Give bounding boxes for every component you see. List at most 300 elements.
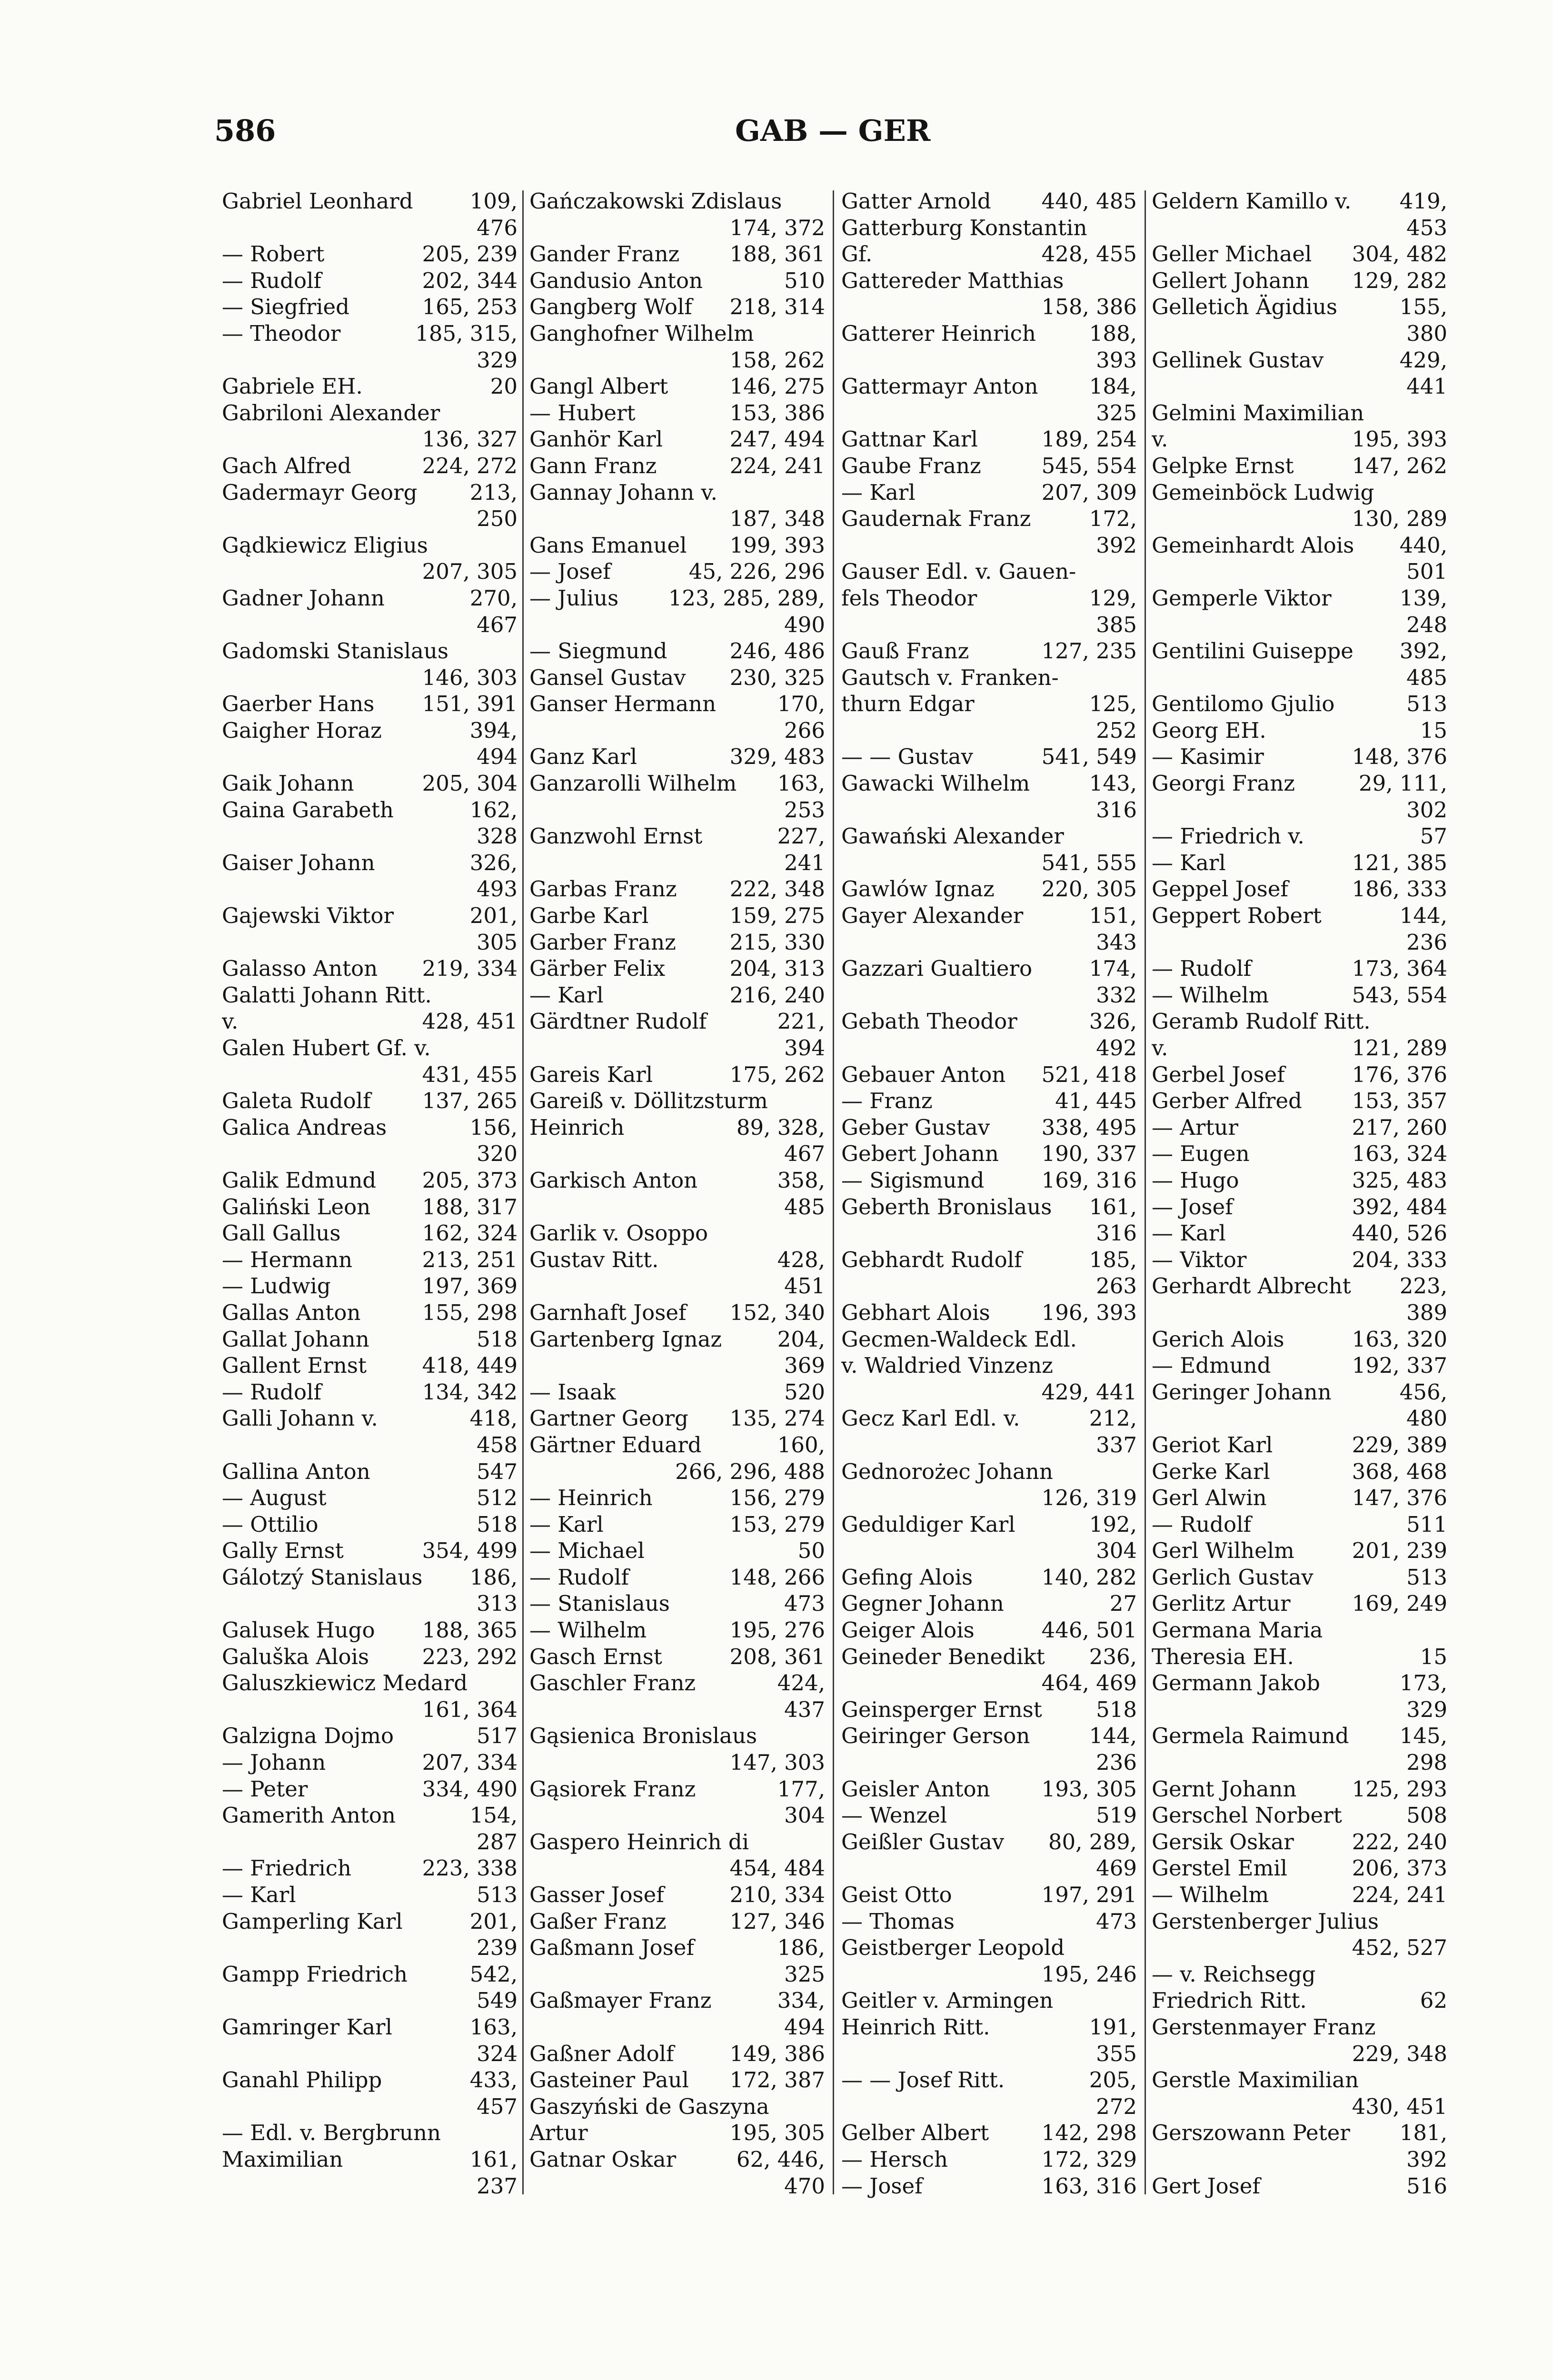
index-line: [222, 1855, 518, 1882]
entry-pages: 520: [784, 1379, 825, 1405]
entry-pages: 144,: [1399, 903, 1447, 929]
entry-pages: 142, 298: [1041, 2120, 1137, 2146]
entry-pages: 266: [784, 717, 825, 743]
entry-pages: 324: [477, 2041, 518, 2066]
index-line: [529, 850, 825, 876]
index-line: [222, 506, 518, 532]
entry-pages: 464, 469: [1041, 1670, 1137, 1696]
entry-name: Gebauer Anton: [841, 1061, 1006, 1087]
entry-name: Gall Gallus: [222, 1220, 341, 1246]
entry-pages: 188, 365: [422, 1617, 518, 1643]
column-rule: [1145, 190, 1146, 2194]
entry-name: Gartner Georg: [529, 1406, 688, 1431]
entry-name: Gandusio Anton: [529, 268, 703, 293]
entry-pages: 162, 324: [422, 1220, 518, 1246]
index-line: [222, 876, 518, 902]
index-line: [222, 294, 518, 320]
entry-pages: 476: [477, 215, 518, 240]
entry-pages: 140, 282: [1041, 1564, 1137, 1590]
entry-pages: 510: [784, 268, 825, 293]
entry-name: Gabriel Leonhard: [222, 188, 413, 214]
index-line: [841, 426, 1137, 453]
index-line: [1152, 955, 1447, 982]
index-line: [529, 691, 825, 717]
index-line: [1152, 1061, 1447, 1088]
entry-pages: 354, 499: [422, 1538, 518, 1564]
entry-name: v.: [222, 1009, 239, 1034]
entry-name: Gadner Johann: [222, 585, 385, 611]
index-line: [1152, 1167, 1447, 1194]
entry-pages: 125, 293: [1352, 1776, 1447, 1802]
entry-pages: 186,: [777, 1935, 825, 1961]
entry-pages: 215, 330: [729, 929, 825, 955]
index-line: [1152, 1352, 1447, 1379]
entry-name: — Sigismund: [841, 1167, 985, 1193]
entry-name: Gamperling Karl: [222, 1908, 403, 1934]
entry-name: Ganghofner Wilhelm: [529, 320, 754, 346]
index-line: [841, 1829, 1137, 1855]
index-line: [222, 1829, 518, 1855]
index-line: [529, 1564, 825, 1591]
index-line: [222, 929, 518, 956]
index-line: [222, 612, 518, 638]
entry-name: Garkisch Anton: [529, 1167, 698, 1193]
entry-name: Geineder Benedikt: [841, 1644, 1045, 1669]
index-line: [222, 797, 518, 823]
entry-pages: 338, 495: [1041, 1114, 1137, 1140]
entry-name: — Viktor: [1152, 1247, 1247, 1272]
index-line: [1152, 1961, 1447, 1988]
index-line: [841, 1987, 1137, 2014]
entry-name: Gustav Ritt.: [529, 1247, 659, 1272]
index-line: [841, 902, 1137, 929]
entry-pages: 169, 316: [1041, 1167, 1137, 1193]
entry-name: Gärtner Eduard: [529, 1432, 702, 1458]
index-line: [1152, 717, 1447, 744]
entry-name: — Peter: [222, 1776, 308, 1802]
index-line: [222, 188, 518, 215]
entry-pages: 241: [784, 850, 825, 875]
entry-pages: 62, 446,: [736, 2146, 825, 2172]
entry-pages: 201,: [469, 1908, 518, 1934]
entry-pages: 451: [784, 1273, 825, 1299]
entry-pages: 223, 338: [422, 1855, 518, 1881]
entry-pages: 433,: [469, 2067, 518, 2093]
entry-name: — Karl: [529, 982, 604, 1008]
entry-pages: 147, 262: [1352, 453, 1447, 478]
index-line: [1152, 1934, 1447, 1961]
entry-name: Gądkiewicz Eligius: [222, 532, 428, 558]
index-line: [841, 717, 1137, 744]
entry-pages: 392: [1406, 2146, 1447, 2172]
entry-pages: 236: [1096, 1750, 1137, 1775]
entry-name: Gaerber Hans: [222, 691, 375, 717]
entry-name: — Eugen: [1152, 1141, 1250, 1167]
index-line: [841, 1882, 1137, 1908]
entry-pages: 127, 346: [729, 1908, 825, 1934]
index-column-4: [1152, 188, 1447, 2199]
index-line: [529, 1220, 825, 1247]
entry-pages: 219, 334: [422, 956, 518, 982]
entry-name: Heinrich: [529, 1114, 625, 1140]
entry-pages: 221,: [777, 1009, 825, 1034]
index-line: [529, 479, 825, 506]
entry-pages: 329: [477, 347, 518, 373]
entry-pages: 188, 317: [422, 1194, 518, 1220]
entry-pages: 192,: [1089, 1511, 1137, 1537]
entry-name: Gansel Gustav: [529, 664, 686, 690]
index-line: [529, 1088, 825, 1114]
entry-pages: 494: [784, 2014, 825, 2040]
index-line: [841, 638, 1137, 664]
entry-pages: 123, 285, 289,: [668, 585, 825, 611]
entry-name: Gerszowann Peter: [1152, 2120, 1350, 2146]
index-line: [841, 2173, 1137, 2200]
index-line: [1152, 347, 1447, 374]
index-line: [222, 955, 518, 982]
index-line: [1152, 215, 1447, 241]
entry-pages: 394: [784, 1035, 825, 1061]
index-line: [841, 1723, 1137, 1749]
entry-name: Galica Andreas: [222, 1114, 387, 1140]
index-line: [841, 1644, 1137, 1670]
entry-pages: 521, 418: [1041, 1061, 1137, 1087]
entry-pages: 508: [1406, 1803, 1447, 1828]
index-line: [529, 982, 825, 1009]
index-line: [1152, 929, 1447, 956]
entry-name: — Isaak: [529, 1379, 616, 1405]
entry-pages: 201, 239: [1352, 1538, 1447, 1564]
entry-pages: 146, 275: [729, 374, 825, 399]
index-line: [1152, 876, 1447, 902]
index-line: [529, 585, 825, 612]
index-line: [841, 1405, 1137, 1432]
index-line: [1152, 1220, 1447, 1247]
index-line: [841, 664, 1137, 691]
entry-name: — Ottilio: [222, 1511, 319, 1537]
index-line: [222, 1485, 518, 1511]
entry-name: Gerstel Emil: [1152, 1855, 1287, 1881]
index-line: [222, 1326, 518, 1353]
index-line: [222, 1987, 518, 2014]
entry-pages: 212,: [1089, 1406, 1137, 1431]
entry-name: Gallas Anton: [222, 1299, 361, 1325]
index-line: [1152, 532, 1447, 559]
entry-pages: 205,: [1089, 2067, 1137, 2093]
entry-name: Geberth Bronislaus: [841, 1194, 1052, 1220]
index-line: [1152, 691, 1447, 717]
index-line: [222, 1008, 518, 1035]
entry-pages: 89, 328,: [736, 1114, 825, 1140]
index-line: [841, 1802, 1137, 1829]
index-line: [841, 1670, 1137, 1696]
entry-pages: 429, 441: [1041, 1379, 1137, 1405]
index-line: [841, 797, 1137, 823]
entry-name: Gareiß v. Döllitzsturm: [529, 1088, 768, 1114]
index-line: [529, 1379, 825, 1406]
entry-name: Geldern Kamillo v.: [1152, 188, 1352, 214]
entry-name: — Artur: [1152, 1114, 1238, 1140]
entry-name: Gegner Johann: [841, 1591, 1004, 1616]
index-line: [1152, 1670, 1447, 1696]
entry-pages: 156, 279: [729, 1485, 825, 1511]
index-line: [222, 664, 518, 691]
entry-name: Gauß Franz: [841, 638, 969, 664]
page-number: 586: [214, 113, 276, 148]
index-line: [1152, 585, 1447, 612]
index-line: [1152, 850, 1447, 876]
index-line: [222, 1035, 518, 1061]
entry-pages: 325: [1096, 400, 1137, 426]
entry-pages: 163, 324: [1352, 1141, 1447, 1167]
index-line: [841, 320, 1137, 347]
index-line: [841, 1537, 1137, 1564]
entry-name: Gebath Theodor: [841, 1009, 1017, 1034]
entry-pages: 543, 554: [1352, 982, 1447, 1008]
entry-name: Gajewski Viktor: [222, 903, 394, 929]
entry-name: Geist Otto: [841, 1882, 952, 1907]
entry-pages: 485: [1406, 664, 1447, 690]
index-line: [529, 2093, 825, 2120]
entry-pages: 135, 274: [729, 1406, 825, 1431]
entry-pages: 163,: [469, 2014, 518, 2040]
entry-name: — Kasimir: [1152, 744, 1264, 770]
entry-name: Gelpke Ernst: [1152, 453, 1294, 478]
index-line: [841, 770, 1137, 797]
entry-name: Geiger Alois: [841, 1617, 975, 1643]
entry-name: Gatnar Oskar: [529, 2146, 677, 2172]
index-line: [529, 506, 825, 532]
entry-name: Galiński Leon: [222, 1194, 371, 1220]
entry-pages: 152, 340: [729, 1299, 825, 1325]
entry-pages: 163, 316: [1041, 2173, 1137, 2199]
index-line: [222, 1696, 518, 1723]
entry-name: Galzigna Dojmo: [222, 1723, 394, 1749]
index-line: [841, 400, 1137, 426]
entry-pages: 263: [1096, 1273, 1137, 1299]
entry-pages: 467: [784, 1141, 825, 1167]
entry-name: Gampp Friedrich: [222, 1961, 408, 1987]
entry-pages: 144,: [1089, 1723, 1137, 1749]
index-line: [222, 1061, 518, 1088]
entry-name: Gallat Johann: [222, 1326, 369, 1352]
entry-pages: 337: [1096, 1432, 1137, 1458]
index-line: [222, 2067, 518, 2093]
entry-pages: 229, 348: [1352, 2041, 1447, 2066]
index-line: [529, 2014, 825, 2041]
entry-pages: 304: [784, 1803, 825, 1828]
entry-pages: 223, 292: [422, 1644, 518, 1669]
index-line: [1152, 1326, 1447, 1353]
index-line: [222, 850, 518, 876]
entry-name: Gebhart Alois: [841, 1299, 990, 1325]
index-line: [841, 982, 1137, 1009]
index-line: [841, 506, 1137, 532]
entry-pages: 513: [477, 1882, 518, 1907]
entry-pages: 173, 364: [1352, 956, 1447, 982]
index-line: [222, 1352, 518, 1379]
index-line: [222, 1590, 518, 1617]
entry-name: Gemperle Viktor: [1152, 585, 1332, 611]
entry-name: Geppel Josef: [1152, 876, 1289, 902]
entry-pages: 313: [477, 1591, 518, 1616]
entry-pages: 205, 373: [422, 1167, 518, 1193]
index-line: [529, 1723, 825, 1749]
entry-name: Gawlów Ignaz: [841, 876, 995, 902]
index-line: [841, 1326, 1137, 1353]
entry-name: — Rudolf: [222, 1379, 322, 1405]
index-line: [529, 188, 825, 215]
entry-name: Gallina Anton: [222, 1458, 370, 1484]
entry-name: Geiringer Gerson: [841, 1723, 1030, 1749]
index-line: [841, 2146, 1137, 2173]
entry-pages: 161,: [1089, 1194, 1137, 1220]
index-line: [222, 1776, 518, 1803]
index-line: [529, 770, 825, 797]
index-line: [841, 479, 1137, 506]
entry-name: Gally Ernst: [222, 1538, 344, 1564]
entry-pages: 216, 240: [729, 982, 825, 1008]
index-line: [841, 2093, 1137, 2120]
index-line: [1152, 188, 1447, 215]
entry-pages: 358,: [777, 1167, 825, 1193]
index-line: [841, 1273, 1137, 1299]
index-line: [529, 1696, 825, 1723]
entry-name: Gamerith Anton: [222, 1803, 396, 1828]
index-line: [1152, 2146, 1447, 2173]
entry-name: Gattnar Karl: [841, 426, 978, 452]
entry-name: Geber Gustav: [841, 1114, 990, 1140]
entry-pages: 394,: [469, 717, 518, 743]
index-line: [841, 1617, 1137, 1644]
entry-pages: 146, 303: [422, 664, 518, 690]
entry-pages: 197, 291: [1041, 1882, 1137, 1907]
index-line: [529, 294, 825, 320]
entry-pages: 154,: [469, 1803, 518, 1828]
entry-pages: 207, 305: [422, 559, 518, 585]
entry-name: Geinsperger Ernst: [841, 1696, 1042, 1722]
index-line: [529, 1829, 825, 1855]
entry-name: Gf.: [841, 241, 873, 267]
entry-pages: 176, 376: [1352, 1061, 1447, 1087]
entry-name: — Karl: [1152, 850, 1226, 875]
index-line: [529, 558, 825, 585]
index-line: [222, 320, 518, 347]
entry-pages: 175, 262: [729, 1061, 825, 1087]
entry-pages: 195, 393: [1352, 426, 1447, 452]
index-line: [529, 1273, 825, 1299]
entry-pages: 419,: [1399, 188, 1447, 214]
index-line: [529, 453, 825, 479]
index-line: [1152, 1776, 1447, 1803]
entry-name: thurn Edgar: [841, 691, 975, 717]
index-line: [1152, 453, 1447, 479]
entry-pages: 247, 494: [729, 426, 825, 452]
entry-pages: 485: [784, 1194, 825, 1220]
index-line: [529, 320, 825, 347]
index-line: [1152, 1749, 1447, 1776]
entry-name: — v. Reichsegg: [1152, 1961, 1316, 1987]
entry-name: Galli Johann v.: [222, 1406, 378, 1431]
entry-name: Gerlich Gustav: [1152, 1564, 1314, 1590]
index-line: [1152, 268, 1447, 294]
entry-name: Gaina Garabeth: [222, 797, 394, 823]
index-column-3: [841, 188, 1137, 2199]
entry-pages: 304, 482: [1352, 241, 1447, 267]
entry-name: — Rudolf: [1152, 956, 1252, 982]
entry-pages: 156,: [469, 1114, 518, 1140]
entry-pages: 145,: [1399, 1723, 1447, 1749]
index-line: [841, 1167, 1137, 1194]
index-line: [529, 1908, 825, 1935]
index-line: [841, 373, 1137, 400]
entry-pages: 190, 337: [1041, 1141, 1137, 1167]
entry-name: — Rudolf: [1152, 1511, 1252, 1537]
index-line: [1152, 558, 1447, 585]
entry-pages: 385: [1096, 612, 1137, 637]
entry-name: Gerlitz Artur: [1152, 1591, 1291, 1616]
index-line: [222, 1194, 518, 1220]
index-line: [222, 2093, 518, 2120]
entry-pages: 224, 241: [1352, 1882, 1447, 1907]
index-line: [529, 1590, 825, 1617]
entry-name: Ganzwohl Ernst: [529, 823, 703, 849]
entry-pages: 229, 389: [1352, 1432, 1447, 1458]
entry-name: Gerstenberger Julius: [1152, 1908, 1379, 1934]
index-line: [529, 1008, 825, 1035]
index-line: [529, 2173, 825, 2200]
entry-pages: 392: [1096, 532, 1137, 558]
entry-pages: 160,: [777, 1432, 825, 1458]
index-line: [529, 1644, 825, 1670]
index-line: [529, 241, 825, 268]
index-line: [1152, 1855, 1447, 1882]
index-line: [1152, 1114, 1447, 1141]
index-line: [222, 1299, 518, 1326]
entry-pages: 355: [1096, 2041, 1137, 2066]
index-line: [529, 1961, 825, 1988]
entry-name: Gerl Wilhelm: [1152, 1538, 1294, 1564]
index-line: [1152, 744, 1447, 770]
entry-name: Friedrich Ritt.: [1152, 1988, 1307, 2013]
entry-pages: 204, 313: [729, 956, 825, 982]
entry-name: Gentilomo Gjulio: [1152, 691, 1335, 717]
entry-pages: 126, 319: [1041, 1485, 1137, 1511]
entry-name: Gebert Johann: [841, 1141, 999, 1167]
entry-name: — Josef: [529, 559, 611, 585]
entry-pages: 151, 391: [422, 691, 518, 717]
index-line: [222, 1273, 518, 1299]
entry-name: Gellert Johann: [1152, 268, 1309, 293]
entry-pages: 20: [490, 374, 518, 399]
entry-name: Galeta Rudolf: [222, 1088, 371, 1114]
index-line: [1152, 1617, 1447, 1644]
entry-name: Galasso Anton: [222, 956, 378, 982]
entry-pages: 172, 329: [1041, 2146, 1137, 2172]
entry-pages: 155, 298: [422, 1299, 518, 1325]
entry-name: Geitler v. Armingen: [841, 1988, 1054, 2013]
index-line: [222, 1908, 518, 1935]
entry-pages: 248: [1406, 612, 1447, 637]
entry-pages: 369: [784, 1353, 825, 1378]
entry-name: Gärber Felix: [529, 956, 666, 982]
entry-pages: 453: [1406, 215, 1447, 240]
index-line: [529, 400, 825, 426]
entry-name: fels Theodor: [841, 585, 977, 611]
entry-pages: 217, 260: [1352, 1114, 1447, 1140]
index-line: [222, 823, 518, 850]
entry-name: Gaschler Franz: [529, 1670, 696, 1696]
